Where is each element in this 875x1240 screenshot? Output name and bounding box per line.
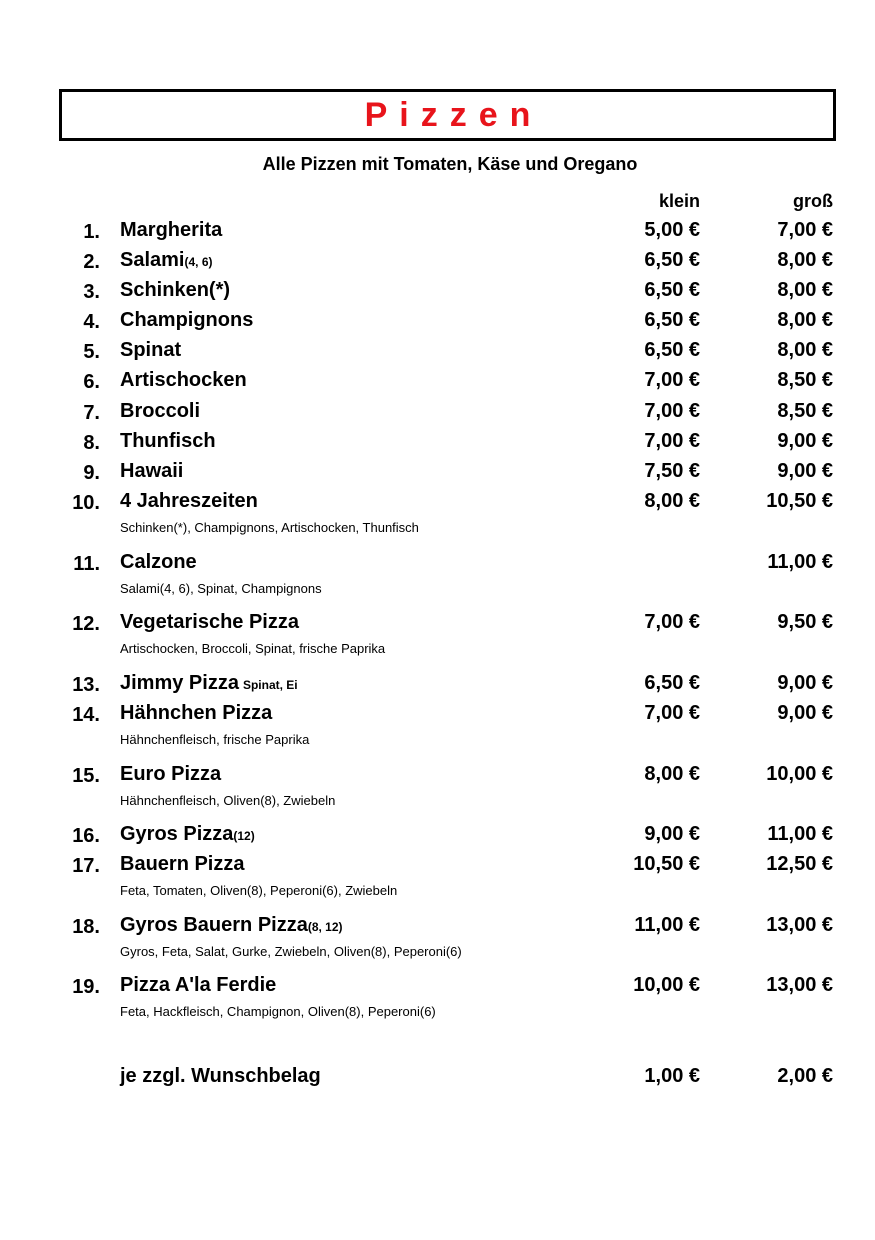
menu-item [0,400,875,430]
item-price-small: 6,50 € [644,309,700,331]
item-ingredients: Hähnchenfleisch, frische Paprika [120,732,310,747]
item-additive-codes: (4, 6) [184,255,213,269]
item-ingredients: Hähnchenfleisch, Oliven(8), Zwiebeln [120,793,336,808]
menu-item [0,974,875,1019]
menu-item [0,369,875,399]
item-name: Salami [120,249,185,271]
menu-item [0,763,875,808]
item-name: Euro Pizza [120,763,222,785]
item-topping-note: Spinat, Ei [242,678,298,692]
item-name: Gyros Bauern Pizza [120,914,308,936]
menu-item [0,490,875,535]
page-title: Pizzen [364,96,543,134]
menu-item [0,219,875,249]
extra-topping-price-small: 1,00 € [644,1065,700,1087]
item-price-large: 9,50 € [777,611,833,633]
item-name: Bauern Pizza [120,853,245,875]
extra-topping-price-large: 2,00 € [777,1065,833,1087]
item-name-wrapper [120,249,213,272]
item-number: 15. [72,765,100,787]
item-price-small: 10,50 € [633,853,700,875]
menu-item [0,551,875,596]
item-price-large: 7,00 € [777,219,833,241]
title-box [59,89,836,141]
item-name: Hähnchen Pizza [120,702,273,724]
item-name: Hawaii [120,460,184,482]
item-name-wrapper [120,823,255,846]
menu-item [0,309,875,339]
item-ingredients: Gyros, Feta, Salat, Gurke, Zwiebeln, Oliven(8), Peperoni(6) [120,944,462,959]
item-number: 12. [72,613,100,635]
item-price-small: 7,00 € [644,611,700,633]
item-price-small: 5,00 € [644,219,700,241]
item-name: Calzone [120,551,197,573]
item-number: 5. [83,341,100,363]
item-price-large: 8,00 € [777,279,833,301]
item-ingredients: Salami(4, 6), Spinat, Champignons [120,581,322,596]
page-subtitle: Alle Pizzen mit Tomaten, Käse und Oregano [262,154,638,174]
item-name: Artischocken [120,369,247,391]
item-number: 6. [83,371,100,393]
item-price-large: 8,50 € [777,400,833,422]
item-price-small: 7,00 € [644,702,700,724]
item-price-large: 10,00 € [766,763,833,785]
item-number: 16. [72,825,100,847]
item-price-large: 13,00 € [766,914,833,936]
item-price-small: 9,00 € [644,823,700,845]
item-price-small: 7,00 € [644,430,700,452]
item-number: 11. [73,553,100,575]
item-price-small: 7,50 € [644,460,700,482]
item-number: 9. [83,462,100,484]
item-name: Gyros Pizza [120,823,234,845]
column-header-large: groß [793,191,833,211]
item-number: 18. [72,916,100,938]
item-price-large: 11,00 € [767,551,833,573]
item-number: 2. [83,251,100,273]
item-name: Jimmy Pizza [120,672,239,694]
item-number: 8. [83,432,100,454]
item-price-large: 8,00 € [777,309,833,331]
column-header-small: klein [658,191,700,211]
item-number: 1. [83,221,100,243]
item-additive-codes: (12) [233,829,255,843]
item-number: 3. [83,281,100,303]
item-name: Pizza A'la Ferdie [120,974,277,996]
item-price-large: 8,00 € [777,339,833,361]
item-name: Schinken(*) [120,279,231,301]
item-number: 13. [72,674,100,696]
item-name: 4 Jahreszeiten [120,490,258,512]
menu-item [0,672,875,702]
item-name-wrapper [120,914,343,937]
item-name: Vegetarische Pizza [120,611,299,633]
item-ingredients: Feta, Tomaten, Oliven(8), Peperoni(6), Zwiebeln [120,883,398,898]
item-price-large: 13,00 € [766,974,833,996]
item-price-small: 8,00 € [644,763,700,785]
item-ingredients: Artischocken, Broccoli, Spinat, frische Paprika [120,641,386,656]
item-price-large: 8,50 € [777,369,833,391]
item-number: 19. [72,976,100,998]
item-price-small: 11,00 € [634,914,700,936]
item-price-small: 8,00 € [644,490,700,512]
item-name: Spinat [120,339,182,361]
item-number: 17. [72,855,100,877]
item-additive-codes: (8, 12) [307,920,343,934]
item-price-small: 10,00 € [633,974,700,996]
item-price-large: 11,00 € [767,823,833,845]
item-price-small: 7,00 € [644,400,700,422]
item-price-large: 10,50 € [766,490,833,512]
menu-item [0,702,875,747]
menu-item [0,430,875,460]
menu-item [0,853,875,898]
menu-item [0,279,875,309]
item-price-small: 6,50 € [644,339,700,361]
item-name: Thunfisch [120,430,216,452]
menu-item [0,339,875,369]
item-number: 14. [72,704,100,726]
item-name-wrapper [120,672,298,695]
item-ingredients: Schinken(*), Champignons, Artischocken, Thunfisch [120,520,419,535]
item-price-large: 9,00 € [777,430,833,452]
item-price-large: 9,00 € [777,672,833,694]
item-price-large: 9,00 € [777,702,833,724]
menu-item [0,460,875,490]
item-name: Broccoli [120,400,201,422]
item-price-small: 6,50 € [644,672,700,694]
menu-item [0,249,875,279]
extra-topping-row [0,1065,875,1095]
item-price-large: 8,00 € [777,249,833,271]
menu-item [0,914,875,959]
item-number: 7. [83,402,100,424]
menu-item [0,611,875,656]
menu-item [0,823,875,853]
extra-topping-label: je zzgl. Wunschbelag [120,1065,321,1087]
item-price-large: 9,00 € [777,460,833,482]
item-price-small: 7,00 € [644,369,700,391]
item-name: Margherita [120,219,223,241]
item-name: Champignons [120,309,254,331]
item-price-small: 6,50 € [644,279,700,301]
item-number: 10. [72,492,100,514]
item-price-large: 12,50 € [766,853,833,875]
item-number: 4. [83,311,100,333]
item-price-small: 6,50 € [644,249,700,271]
item-ingredients: Feta, Hackfleisch, Champignon, Oliven(8), Peperoni(6) [120,1004,436,1019]
